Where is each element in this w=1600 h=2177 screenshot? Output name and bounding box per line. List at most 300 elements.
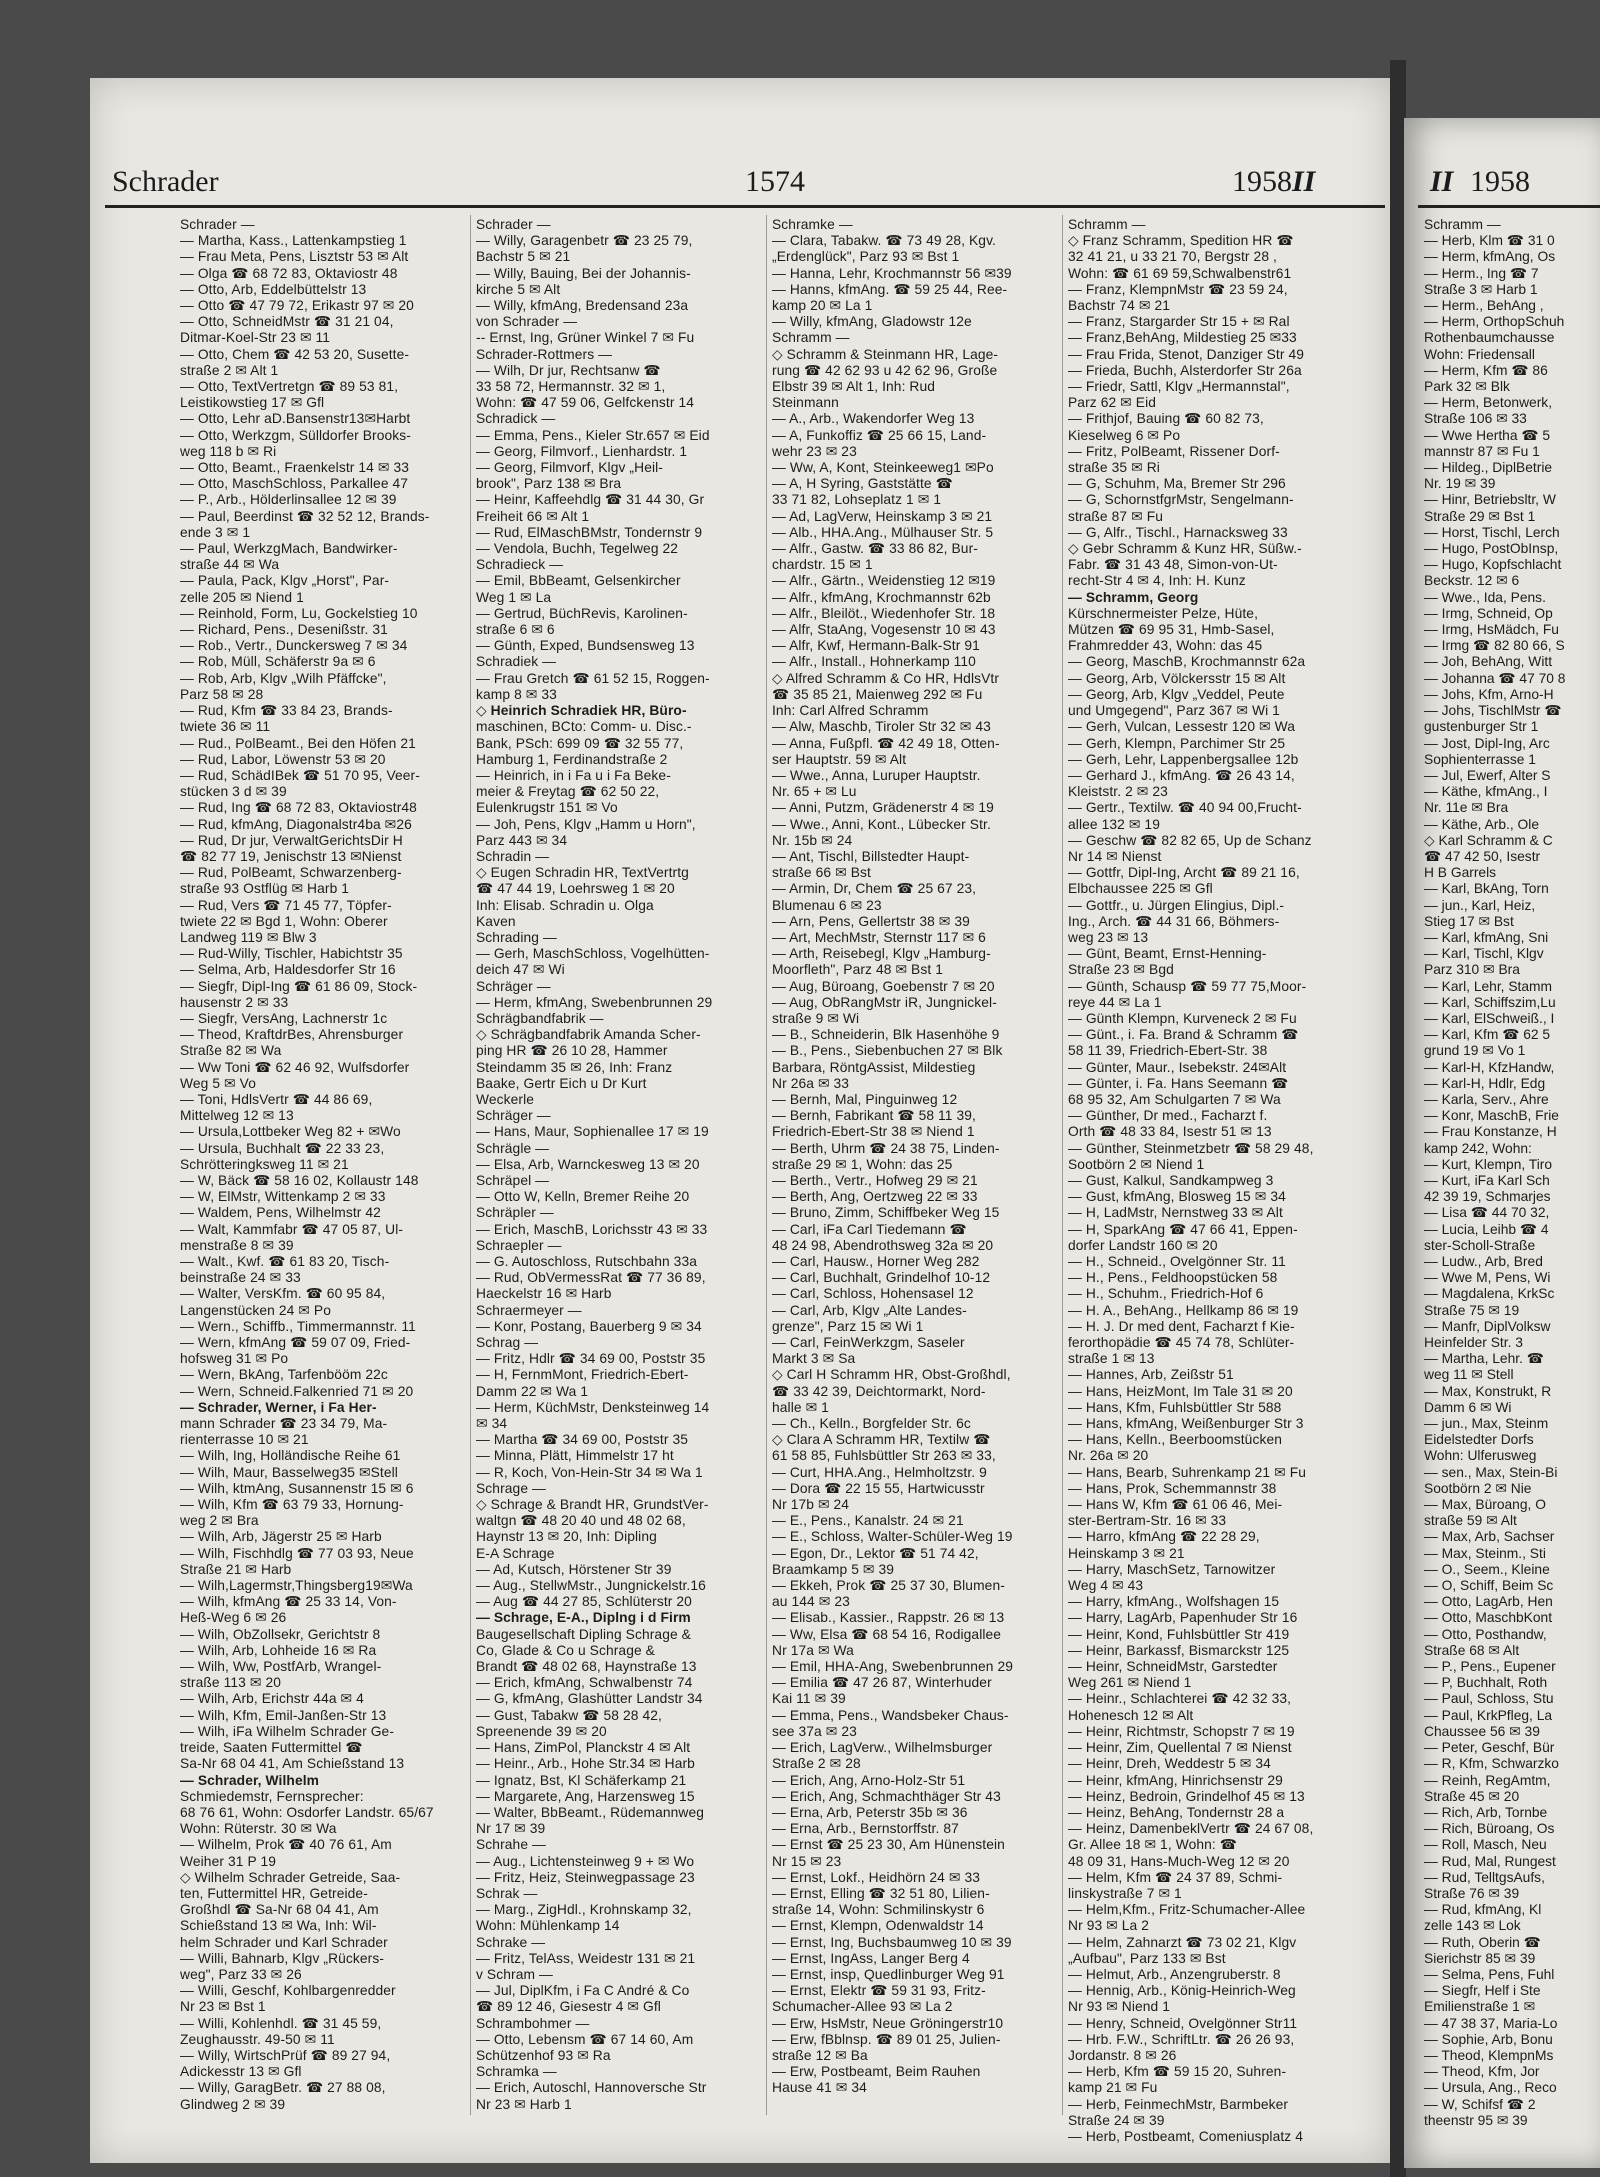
directory-entry-line: Elbstr 39 ✉ Alt 1, Inh: Rud: [772, 379, 936, 395]
directory-entry-line: chardstr. 15 ✉ 1: [772, 557, 873, 573]
directory-entry-line: — Carl, Buchhalt, Grindelhof 10-12: [772, 1270, 991, 1286]
directory-entry-line: ☎ 47 44 19, Loehrsweg 1 ✉ 20: [476, 881, 675, 897]
directory-entry-line: — Schrader, Wilhelm: [180, 1772, 320, 1788]
directory-entry-line: Braamkamp 5 ✉ 39: [772, 1561, 895, 1577]
directory-entry-line: — Otto, Lebensm ☎ 67 14 60, Am: [476, 2031, 694, 2047]
directory-entry-line: — Hans W, Kfm ☎ 61 06 46, Mei-: [1068, 1497, 1283, 1513]
facing-entry-line: Emilienstraße 1 ✉: [1424, 1999, 1536, 2015]
facing-entry-line: — Karl, Kfm ☎ 62 5: [1424, 1027, 1551, 1043]
directory-entry-line: Leistikowstieg 17 ✉ Gfl: [180, 395, 325, 411]
directory-entry-line: — Gerh, Lehr, Lappenbergsallee 12b: [1068, 751, 1299, 767]
directory-entry-line: — Gust, kfmAng, Blosweg 15 ✉ 34: [1068, 1189, 1286, 1205]
directory-entry-line: — Gertr., Textilw. ☎ 40 94 00,Frucht-: [1068, 800, 1302, 816]
directory-entry-line: Orth ☎ 48 33 84, Isestr 51 ✉ 13: [1068, 1124, 1272, 1140]
directory-entry-line: Straße 24 ✉ 39: [1068, 2112, 1165, 2128]
directory-entry-line: — Franz, KlempnMstr ☎ 23 59 24,: [1068, 281, 1288, 297]
directory-entry-line: reye 44 ✉ La 1: [1068, 994, 1162, 1010]
facing-header-year: 1958: [1470, 165, 1530, 198]
directory-entry-line: Steinmann: [772, 395, 839, 411]
directory-entry-line: — Heinr, Kond, Fuhlsbüttler Str 419: [1068, 1626, 1290, 1642]
directory-entry-line: — Alw, Maschb, Tiroler Str 32 ✉ 43: [772, 719, 991, 735]
directory-entry-line: — H, LadMstr, Nernstweg 33 ✉ Alt: [1068, 1205, 1283, 1221]
directory-entry-line: Haeckelstr 16 ✉ Harb: [476, 1286, 612, 1302]
facing-entry-line: — Siegfr, Helf i Ste: [1424, 1983, 1541, 1999]
page-number: 1574: [745, 165, 805, 198]
directory-entry-line: — Günth, Exped, Bundsensweg 13: [476, 638, 695, 654]
directory-entry-line: — Willy, GaragBetr. ☎ 27 88 08,: [180, 2080, 386, 2096]
facing-entry-line: Nr. 19 ✉ 39: [1424, 476, 1496, 492]
directory-entry-line: — Arn, Pens, Gellertstr 38 ✉ 39: [772, 913, 970, 929]
facing-entry-line: Stieg 17 ✉ Bst: [1424, 913, 1514, 929]
directory-entry-line: — Ad, LagVerw, Heinskamp 3 ✉ 21: [772, 508, 993, 524]
facing-entry-line: — jun., Karl, Heiz,: [1424, 897, 1536, 913]
directory-entry-line: — Henry, Schneid, Ovelgönner Str11: [1068, 2015, 1298, 2031]
directory-entry-line: — Hans, kfmAng, Weißenburger Str 3: [1068, 1416, 1304, 1432]
directory-entry-line: — R, Koch, Von-Hein-Str 34 ✉ Wa 1: [476, 1464, 703, 1480]
directory-entry-line: — Günth Klempn, Kurveneck 2 ✉ Fu: [1068, 1010, 1297, 1026]
directory-entry-line: — G, kfmAng, Glashütter Landstr 34: [476, 1691, 703, 1707]
directory-entry-line: Schrambohmer —: [476, 2015, 590, 2031]
directory-entry-line: ster-Bertram-Str. 16 ✉ 33: [1068, 1513, 1227, 1529]
directory-entry-line: ☎ 89 12 46, Giesestr 4 ✉ Gfl: [476, 1999, 661, 2015]
directory-entry-line: — G. Autoschloss, Rutschbahn 33a: [476, 1254, 698, 1269]
directory-entry-line: — Gertrud, BüchRevis, Karolinen-: [476, 605, 688, 621]
directory-entry-line: Nr. 15b ✉ 24: [772, 832, 853, 848]
directory-entry-line: Kieselweg 6 ✉ Po: [1068, 427, 1181, 443]
directory-entry-line: — H., Pens., Feldhoopstücken 58: [1068, 1270, 1278, 1286]
facing-entry-line: Rothenbaumchausse: [1424, 330, 1555, 346]
directory-entry-line: — Carl, FeinWerkzgm, Saseler: [772, 1335, 965, 1351]
directory-entry-line: — Gerh, MaschSchloss, Vogelhütten-: [476, 946, 710, 962]
directory-entry-line: — Günt, Beamt, Ernst-Henning-: [1068, 946, 1267, 962]
facing-entry-line: Parz 310 ✉ Bra: [1424, 962, 1520, 978]
directory-entry-line: Schrötteringksweg 11 ✉ 21: [180, 1156, 349, 1172]
directory-entry-line: Heinskamp 3 ✉ 21: [1068, 1545, 1185, 1561]
directory-entry-line: — Hrb. F.W., SchriftLtr. ☎ 26 26 93,: [1068, 2031, 1295, 2047]
directory-entry-line: Schräpler —: [476, 1205, 554, 1221]
facing-entry-line: kamp 242, Wohn:: [1424, 1140, 1532, 1156]
directory-entry-line: Schrägle —: [476, 1140, 550, 1156]
directory-entry-line: — Hans, Maur, Sophienallee 17 ✉ 19: [476, 1124, 709, 1140]
directory-entry-line: — Wilh, Kfm ☎ 63 79 33, Hornung-: [180, 1497, 404, 1513]
directory-entry-line: zelle 205 ✉ Niend 1: [180, 589, 304, 605]
directory-entry-line: — Rud, PolBeamt, Schwarzenberg-: [180, 865, 402, 881]
directory-entry-line: Schrägbandfabrik —: [476, 1010, 604, 1026]
directory-entry-line: treide, Saaten Futtermittel ☎: [180, 1740, 363, 1756]
directory-entry-line: — Rud, SchädIBek ☎ 51 70 95, Veer-: [180, 767, 420, 783]
directory-entry-line: — Frau Meta, Pens, Lisztstr 53 ✉ Alt: [180, 249, 409, 265]
directory-entry-line: — Aug., StellwMstr., Jungnickelstr.16: [476, 1578, 706, 1594]
facing-entry-line: — Karl-H, KfzHandw,: [1424, 1059, 1555, 1075]
facing-entry-line: grund 19 ✉ Vo 1: [1424, 1043, 1526, 1059]
facing-entry-line: Damm 6 ✉ Wi: [1424, 1399, 1512, 1415]
directory-entry-line: — Friedr, Sattl, Klgv „Hermannstal",: [1068, 379, 1290, 395]
directory-entry-line: — Hanna, Lehr, Krochmannstr 56 ✉39: [772, 265, 1012, 281]
directory-entry-line: 33 58 72, Hermannstr. 32 ✉ 1,: [476, 379, 666, 395]
directory-entry-line: — H., Schuhm., Friedrich-Hof 6: [1068, 1286, 1264, 1302]
facing-entry-line: — Herm, Kfm ☎ 86: [1424, 362, 1548, 378]
directory-entry-line: Kleiststr. 2 ✉ 23: [1068, 784, 1168, 800]
directory-entry-line: — Alfr., Gastw. ☎ 33 86 82, Bur-: [772, 541, 978, 557]
facing-entry-line: — Magdalena, KrkSc: [1424, 1286, 1555, 1302]
directory-entry-line: — A, H Syring, Gaststätte ☎: [772, 476, 953, 492]
directory-entry-line: — Wern, BkAng, Tarfenbööm 22c: [180, 1367, 388, 1383]
facing-entry-line: — Käthe, kfmAng., I: [1424, 784, 1548, 800]
directory-entry-line: — Rob, Arb, Klgv „Wilh Pfäffcke",: [180, 670, 387, 686]
directory-entry-line: Barbara, RöntgAssist, Mildestieg: [772, 1059, 976, 1075]
directory-entry-line: — Günter, i. Fa. Hans Seemann ☎: [1068, 1075, 1289, 1091]
directory-entry-line: — H. J. Dr med dent, Facharzt f Kie-: [1068, 1318, 1295, 1334]
directory-entry-line: — P., Arb., Hölderlinsallee 12 ✉ 39: [180, 492, 397, 508]
directory-entry-line: — Harry, kfmAng., Wolfshagen 15: [1068, 1594, 1280, 1610]
directory-entry-line: au 144 ✉ 23: [772, 1594, 850, 1610]
facing-entry-line: — Paul, Schloss, Stu: [1424, 1691, 1554, 1707]
directory-entry-line: — Margarete, Ang, Harzensweg 15: [476, 1788, 695, 1804]
directory-entry-line: „Erdenglück", Parz 93 ✉ Bst 1: [772, 249, 960, 265]
directory-entry-line: — Erich, LagVerw., Wilhelmsburger: [772, 1740, 993, 1756]
directory-entry-line: 48 09 31, Hans-Much-Weg 12 ✉ 20: [1068, 1853, 1290, 1869]
directory-entry-line: und Umgegend", Parz 367 ✉ Wi 1: [1068, 703, 1280, 719]
directory-entry-line: Ditmar-Koel-Str 23 ✉ 11: [180, 330, 331, 346]
directory-entry-line: — H. A., BehAng., Hellkamp 86 ✉ 19: [1068, 1302, 1299, 1318]
facing-entry-line: Chaussee 56 ✉ 39: [1424, 1723, 1540, 1739]
directory-entry-line: — Heinr, Barkassf, Bismarckstr 125: [1068, 1642, 1290, 1658]
directory-entry-line: ◇ Carl H Schramm HR, Obst-Großhdl,: [772, 1367, 1011, 1383]
directory-entry-line: — Willy, Bauing, Bei der Johannis-: [476, 265, 691, 281]
directory-entry-line: — Walt., Kwf. ☎ 61 83 20, Tisch-: [180, 1254, 390, 1269]
facing-entry-line: mannstr 87 ✉ Fu 1: [1424, 443, 1540, 459]
facing-entry-line: Nr. 11e ✉ Bra: [1424, 800, 1509, 816]
directory-entry-line: — Erna, Arb., Bernstorffstr. 87: [772, 1821, 959, 1837]
directory-entry-line: — W, ElMstr, Wittenkamp 2 ✉ 33: [180, 1189, 386, 1205]
directory-entry-line: 48 24 98, Abendrothsweg 32a ✉ 20: [772, 1237, 994, 1253]
directory-entry-line: — Heinr, kfmAng, Hinrichsenstr 29: [1068, 1772, 1283, 1788]
directory-entry-line: Nr 93 ✉ Niend 1: [1068, 1999, 1171, 2015]
facing-entry-line: — Herm., Ing ☎ 7: [1424, 265, 1539, 281]
directory-entry-line: allee 132 ✉ 19: [1068, 816, 1160, 832]
directory-entry-line: — Jul, DiplKfm, i Fa C André & Co: [476, 1983, 690, 1999]
directory-entry-line: — Wilh, Arb, Lohheide 16 ✉ Ra: [180, 1642, 377, 1658]
directory-entry-line: ◇ Schrägbandfabrik Amanda Scher-: [476, 1027, 701, 1043]
facing-entry-line: straße 59 ✉ Alt: [1424, 1513, 1517, 1529]
directory-entry-line: — Rud, Vers ☎ 71 45 77, Töpfer-: [180, 897, 392, 913]
facing-entry-line: 42 39 19, Schmarjes: [1424, 1189, 1551, 1205]
directory-entry-line: ◇ Heinrich Schradiek HR, Büro-: [476, 703, 687, 719]
directory-entry-line: — Dora ☎ 22 15 55, Hartwicusstr: [772, 1480, 985, 1496]
directory-entry-line: — Carl, Arb, Klgv „Alte Landes-: [772, 1302, 967, 1318]
directory-entry-line: — Richard, Pens., Desenißstr. 31: [180, 622, 388, 638]
directory-entry-line: — Otto, Beamt., Fraenkelstr 14 ✉ 33: [180, 460, 409, 476]
directory-entry-line: — Willi, Bahnarb, Klgv „Rückers-: [180, 1950, 385, 1966]
directory-entry-line: — Wilh, ObZollsekr, Gerichtstr 8: [180, 1626, 381, 1642]
directory-entry-line: — Erich, Autoschl, Hannoversche Str: [476, 2080, 707, 2096]
facing-entry-line: Sierichstr 85 ✉ 39: [1424, 1950, 1536, 1966]
directory-entry-line: Wohn: ☎ 47 59 06, Gelfckenstr 14: [476, 395, 695, 411]
directory-entry-line: — Ch., Kelln., Borgfelder Str. 6c: [772, 1416, 971, 1432]
facing-entry-line: — Hugo, Kopfschlacht: [1424, 557, 1562, 573]
directory-entry-line: — Aug, Büroang, Goebenstr 7 ✉ 20: [772, 978, 995, 994]
directory-entry-line: — Alfr., kfmAng, Krochmannstr 62b: [772, 589, 991, 605]
directory-entry-line: — Hennig, Arb., König-Heinrich-Weg: [1068, 1983, 1296, 1999]
directory-entry-line: Schrader —: [476, 217, 551, 232]
facing-entry-line: ◇ Karl Schramm & C: [1424, 832, 1553, 848]
directory-entry-line: Schumacher-Allee 93 ✉ La 2: [772, 1999, 953, 2015]
facing-entry-line: — Wwe Hertha ☎ 5: [1424, 427, 1551, 443]
directory-entry-line: — Paula, Pack, Klgv „Horst", Par-: [180, 573, 390, 589]
directory-entry-line: — Aug ☎ 44 27 85, Schlüterstr 20: [476, 1594, 692, 1610]
directory-entry-line: v Schram —: [476, 1966, 553, 1982]
directory-entry-line: Schraepler —: [476, 1237, 562, 1253]
facing-entry-line: — Jul, Ewerf, Alter S: [1424, 767, 1551, 783]
directory-entry-line: Frahmredder 43, Wohn: das 45: [1068, 638, 1263, 654]
facing-entry-line: — jun., Max, Steinm: [1424, 1416, 1549, 1432]
facing-entry-line: Straße 68 ✉ Alt: [1424, 1642, 1520, 1658]
facing-entry-line: — sen., Max, Stein-Bi: [1424, 1464, 1558, 1480]
directory-entry-line: — Wwe., Anni, Kont., Lübecker Str.: [772, 816, 991, 832]
directory-entry-line: — Rud, ElMaschBMstr, Tondernstr 9: [476, 524, 703, 540]
directory-entry-line: ferorthopädie ☎ 45 74 78, Schlüter-: [1068, 1335, 1295, 1351]
directory-entry-line: linskystraße 7 ✉ 1: [1068, 1885, 1182, 1901]
facing-entry-line: — Reinh, RegAmtm,: [1424, 1772, 1551, 1788]
directory-entry-line: Straße 2 ✉ 28: [772, 1756, 861, 1772]
directory-entry-line: — Berth, Ang, Oertzweg 22 ✉ 33: [772, 1189, 978, 1205]
directory-entry-line: — Wilhelm, Prok ☎ 40 76 61, Am: [180, 1837, 392, 1853]
facing-entry-line: — Otto, Posthandw,: [1424, 1626, 1547, 1642]
directory-entry-line: — Ww Toni ☎ 62 46 92, Wulfsdorfer: [180, 1059, 410, 1075]
directory-entry-line: — Otto, Werkzgm, Sülldorfer Brooks-: [180, 427, 411, 443]
directory-entry-line: — Frau Gretch ☎ 61 52 15, Roggen-: [476, 670, 710, 686]
facing-entry-line: H B Garrels: [1424, 865, 1497, 881]
directory-entry-line: — B., Pens., Siebenbuchen 27 ✉ Blk: [772, 1043, 1003, 1059]
directory-entry-line: ◇ Eugen Schradin HR, TextVertrtg: [476, 865, 689, 881]
directory-entry-line: Schützenhof 93 ✉ Ra: [476, 2047, 611, 2063]
directory-entry-line: Weiher 31 P 19: [180, 1853, 276, 1869]
directory-entry-line: 32 41 21, u 33 21 70, Bergstr 28 ,: [1068, 249, 1277, 265]
directory-entry-line: beinstraße 24 ✉ 33: [180, 1270, 301, 1286]
directory-entry-line: — Heinr, Dreh, Weddestr 5 ✉ 34: [1068, 1756, 1271, 1772]
directory-entry-line: ◇ Clara A Schramm HR, Textilw ☎: [772, 1432, 991, 1448]
directory-entry-line: brook", Parz 138 ✉ Bra: [476, 476, 622, 492]
directory-entry-line: — Wilh, kfmAng ☎ 25 33 14, Von-: [180, 1594, 397, 1610]
directory-entry-line: — Art, MechMstr, Sternstr 117 ✉ 6: [772, 929, 986, 945]
directory-entry-line: Schrahe —: [476, 1837, 546, 1853]
facing-entry-line: — Karla, Serv., Ahre: [1424, 1091, 1549, 1107]
directory-entry-line: — Carl, Schloss, Hohensasel 12: [772, 1286, 974, 1302]
facing-entry-line: gustenburger Str 1: [1424, 719, 1539, 735]
directory-entry-line: — Ernst, insp, Quedlinburger Weg 91: [772, 1966, 1005, 1982]
directory-entry-line: „Aufbau", Parz 133 ✉ Bst: [1068, 1950, 1226, 1966]
directory-entry-line: — Ursula, Buchhalt ☎ 22 33 23,: [180, 1140, 385, 1156]
directory-entry-line: Markt 3 ✉ Sa: [772, 1351, 856, 1367]
directory-entry-line: Nr 17a ✉ Wa: [772, 1642, 854, 1658]
facing-entry-line: — Theod, KlempnMs: [1424, 2047, 1554, 2063]
facing-entry-line: — Rud, TelltgsAufs,: [1424, 1869, 1545, 1885]
page-header-surname: Schrader: [112, 165, 219, 198]
directory-entry-line: — Wilh, Kfm, Emil-Janßen-Str 13: [180, 1707, 387, 1723]
directory-entry-line: — Frau Frida, Stenot, Danziger Str 49: [1068, 346, 1305, 362]
facing-entry-line: — Herm., BehAng ,: [1424, 298, 1544, 314]
directory-entry-line: — Theod, KraftdrBes, Ahrensburger: [180, 1027, 404, 1043]
directory-entry-line: — Ernst, Lokf., Heidhörn 24 ✉ 33: [772, 1869, 981, 1885]
directory-entry-line: — Walter, VersKfm. ☎ 60 95 84,: [180, 1286, 386, 1302]
directory-entry-line: — Günt., i. Fa. Brand & Schramm ☎: [1068, 1027, 1299, 1043]
directory-entry-line: rienterrasse 10 ✉ 21: [180, 1432, 309, 1448]
directory-entry-line: Mützen ☎ 69 95 31, Hmb-Sasel,: [1068, 622, 1275, 638]
directory-entry-line: waltgn ☎ 48 20 40 und 48 02 68,: [476, 1513, 686, 1529]
directory-entry-line: ◇ Gebr Schramm & Kunz HR, Süßw.-: [1068, 541, 1302, 557]
page-header-year: 1958: [1232, 165, 1292, 198]
directory-entry-line: Fabr. ☎ 31 43 48, Simon-von-Ut-: [1068, 557, 1278, 573]
directory-entry-line: — G, Schuhm, Ma, Bremer Str 296: [1068, 476, 1286, 492]
directory-entry-line: Inh: Elisab. Schradin u. Olga: [476, 897, 654, 913]
directory-entry-line: Baake, Gertr Eich u Dr Kurt: [476, 1075, 647, 1091]
directory-entry-line: menstraße 8 ✉ 39: [180, 1237, 294, 1253]
directory-entry-line: — Vendola, Buchh, Tegelweg 22: [476, 541, 679, 557]
facing-header-part: II: [1430, 165, 1454, 198]
facing-entry-line: — Max, Konstrukt, R: [1424, 1383, 1552, 1399]
directory-entry-line: — Hannes, Arb, Zeißstr 51: [1068, 1367, 1234, 1383]
directory-entry-line: — Ww, A, Kont, Steinkeeweg1 ✉Po: [772, 460, 994, 476]
directory-entry-line: — H., Schneid., Ovelgönner Str. 11: [1068, 1254, 1286, 1269]
directory-entry-line: halle ✉ 1: [772, 1399, 829, 1415]
directory-entry-line: Baugesellschaft Dipling Schrage &: [476, 1626, 691, 1642]
directory-entry-line: Bachstr 5 ✉ 21: [476, 249, 571, 265]
directory-entry-line: — Herb, Postbeamt, Comeniusplatz 4: [1068, 2128, 1303, 2144]
directory-entry-line: Sa-Nr 68 04 41, Am Schießstand 13: [180, 1756, 405, 1772]
directory-entry-line: — Siegfr, Dipl-Ing ☎ 61 86 09, Stock-: [180, 978, 418, 994]
directory-entry-line: -- Ernst, Ing, Grüner Winkel 7 ✉ Fu: [476, 330, 695, 346]
directory-entry-line: — Emil, BbBeamt, Gelsenkircher: [476, 573, 681, 589]
directory-entry-line: see 37a ✉ 23: [772, 1723, 857, 1739]
facing-entry-line: — Frau Konstanze, H: [1424, 1124, 1557, 1140]
directory-entry-line: — Konr, Postang, Bauerberg 9 ✉ 34: [476, 1318, 702, 1334]
directory-entry-line: — A, Funkoffiz ☎ 25 66 15, Land-: [772, 427, 987, 443]
directory-entry-line: — Fritz, Heiz, Steinwegpassage 23: [476, 1869, 695, 1885]
directory-entry-line: — Egon, Dr., Lektor ☎ 51 74 42,: [772, 1545, 979, 1561]
column-divider: [470, 215, 471, 2115]
directory-column-3: [772, 217, 1057, 2097]
directory-column-4: [1068, 217, 1353, 2145]
directory-entry-line: ☎ 35 85 21, Maienweg 292 ✉ Fu: [772, 686, 983, 702]
facing-entry-line: Park 32 ✉ Blk: [1424, 379, 1510, 395]
directory-entry-line: — Siegfr, VersAng, Lachnerstr 1c: [180, 1010, 388, 1026]
directory-entry-line: — Rob., Vertr., Dunckersweg 7 ✉ 34: [180, 638, 408, 654]
directory-entry-line: — Helm, Zahnarzt ☎ 73 02 21, Klgv: [1068, 1934, 1297, 1950]
directory-entry-line: — Alfr., Install., Hohnerkamp 110: [772, 654, 976, 670]
directory-entry-line: hofsweg 31 ✉ Po: [180, 1351, 289, 1367]
directory-entry-line: meier & Freytag ☎ 62 50 22,: [476, 784, 660, 800]
facing-entry-line: Wohn: Friedensall: [1424, 346, 1535, 362]
facing-entry-line: — Irmg, Schneid, Op: [1424, 605, 1553, 621]
directory-entry-line: — Rud, ObVermessRat ☎ 77 36 89,: [476, 1270, 706, 1286]
directory-entry-line: kamp 21 ✉ Fu: [1068, 2080, 1158, 2096]
directory-entry-line: E-A Schrage: [476, 1545, 555, 1561]
directory-entry-line: — Heinr, SchneidMstr, Garstedter: [1068, 1659, 1278, 1675]
directory-entry-line: Ing., Arch. ☎ 44 31 66, Böhmers-: [1068, 913, 1280, 929]
directory-entry-line: helm Schrader und Karl Schrader: [180, 1934, 388, 1950]
directory-entry-line: — Günter, Maur., Isebekstr. 24✉Alt: [1068, 1059, 1287, 1075]
directory-entry-line: ende 3 ✉ 1: [180, 524, 251, 540]
directory-entry-line: — Ernst, IngAss, Langer Berg 4: [772, 1950, 970, 1966]
directory-entry-line: — Heinr., Schlachterei ☎ 42 32 33,: [1068, 1691, 1292, 1707]
directory-entry-line: Schrader —: [180, 217, 255, 232]
directory-entry-line: — Harro, kfmAng ☎ 22 28 29,: [1068, 1529, 1260, 1545]
directory-entry-line: — Ad, Kutsch, Hörstener Str 39: [476, 1561, 672, 1577]
directory-entry-line: Wohn: ☎ 61 69 59,Schwalbenstr61: [1068, 265, 1292, 281]
directory-entry-line: — Erna, Arb, Peterstr 35b ✉ 36: [772, 1804, 968, 1820]
directory-entry-line: Mittelweg 12 ✉ 13: [180, 1108, 294, 1124]
directory-entry-line: — E., Schloss, Walter-Schüler-Weg 19: [772, 1529, 1013, 1545]
directory-entry-line: — E., Pens., Kanalstr. 24 ✉ 21: [772, 1513, 964, 1529]
directory-entry-line: — Heinz, BehAng, Tondernstr 28 a: [1068, 1804, 1285, 1820]
directory-entry-line: — Alfr., Bleilöt., Wiedenhofer Str. 18: [772, 605, 996, 621]
facing-entry-line: Straße 45 ✉ 20: [1424, 1788, 1520, 1804]
facing-entry-line: — Irmg, HsMädch, Fu: [1424, 622, 1559, 638]
directory-entry-line: Adickesstr 13 ✉ Gfl: [180, 2064, 302, 2080]
directory-entry-line: Hamburg 1, Ferdinandstraße 2: [476, 751, 668, 767]
facing-entry-line: Schramm —: [1424, 217, 1501, 232]
directory-entry-line: Schräpel —: [476, 1172, 550, 1188]
directory-entry-line: Inh: Carl Alfred Schramm: [772, 703, 929, 719]
directory-entry-line: — Otto, Arb, Eddelbüttelstr 13: [180, 281, 367, 297]
facing-entry-line: — Hildeg., DiplBetrie: [1424, 460, 1553, 476]
facing-entry-line: — Karl, Schiffszim,Lu: [1424, 994, 1556, 1010]
facing-entry-line: — Selma, Pens, Fuhl: [1424, 1966, 1555, 1982]
directory-entry-line: Nr 15 ✉ 23: [772, 1853, 842, 1869]
facing-entry-line: — P, Buchhalt, Roth: [1424, 1675, 1548, 1691]
directory-entry-line: — W, Bäck ☎ 58 16 02, Kollaustr 148: [180, 1172, 419, 1188]
directory-entry-line: Nr. 26a ✉ 20: [1068, 1448, 1149, 1464]
facing-entry-line: — Ursula, Ang., Reco: [1424, 2080, 1557, 2096]
directory-entry-line: Parz 58 ✉ 28: [180, 686, 264, 702]
directory-entry-line: — Gerh, Vulcan, Lessestr 120 ✉ Wa: [1068, 719, 1296, 735]
facing-entry-line: — Karl, Tischl, Klgv: [1424, 946, 1544, 962]
directory-entry-line: — Gerhard J., kfmAng. ☎ 26 43 14,: [1068, 767, 1295, 783]
directory-entry-line: — Günther, Steinmetzbetr ☎ 58 29 48,: [1068, 1140, 1314, 1156]
directory-entry-line: — Wern, kfmAng ☎ 59 07 09, Fried-: [180, 1335, 411, 1351]
directory-entry-line: twiete 22 ✉ Bgd 1, Wohn: Oberer: [180, 913, 388, 929]
facing-entry-line: Straße 76 ✉ 39: [1424, 1885, 1520, 1901]
directory-entry-line: — Rud, Ing ☎ 68 72 83, Oktaviostr48: [180, 800, 417, 816]
directory-entry-line: straße 93 Ostflüg ✉ Harb 1: [180, 881, 350, 897]
directory-entry-line: straße 44 ✉ Wa: [180, 557, 280, 573]
directory-entry-line: — Emma, Pens., Kieler Str.657 ✉ Eid: [476, 427, 710, 443]
directory-entry-line: — Emil, HHA-Ang, Swebenbrunnen 29: [772, 1659, 1014, 1675]
facing-entry-line: — Joh, BehAng, Witt: [1424, 654, 1553, 670]
directory-entry-line: ◇ Alfred Schramm & Co HR, HdlsVtr: [772, 670, 1000, 686]
directory-entry-line: — Willi, Geschf, Kohlbargenredder: [180, 1983, 396, 1999]
facing-entry-line: Straße 29 ✉ Bst 1: [1424, 508, 1536, 524]
directory-entry-line: — Bernh, Fabrikant ☎ 58 11 39,: [772, 1108, 976, 1124]
directory-entry-line: — Ekkeh, Prok ☎ 25 37 30, Blumen-: [772, 1578, 1005, 1594]
directory-entry-line: — Otto ☎ 47 79 72, Erikastr 97 ✉ 20: [180, 298, 414, 314]
directory-entry-line: — Rud, Dr jur, VerwaltGerichtsDir H: [180, 832, 403, 848]
directory-entry-line: — Heinr, Kaffeehdlg ☎ 31 44 30, Gr: [476, 492, 705, 508]
facing-entry-line: — P., Pens., Eupener: [1424, 1659, 1556, 1675]
directory-entry-line: Heß-Weg 6 ✉ 26: [180, 1610, 287, 1626]
directory-entry-line: Sootbörn 2 ✉ Niend 1: [1068, 1156, 1205, 1172]
facing-entry-line: — Sophie, Arb, Bonu: [1424, 2031, 1553, 2047]
facing-entry-line: — W, Schifsf ☎ 2: [1424, 2096, 1536, 2112]
directory-entry-line: — Bernh, Mal, Pinguinweg 12: [772, 1091, 958, 1107]
directory-entry-line: Schräger —: [476, 978, 551, 994]
directory-column-2: [476, 217, 761, 2113]
directory-entry-line: — Ernst, Klempn, Odenwaldstr 14: [772, 1918, 984, 1934]
directory-entry-line: — Waldem, Pens, Wilhelmstr 42: [180, 1205, 381, 1221]
facing-entry-line: — Karl-H, Hdlr, Edg: [1424, 1075, 1546, 1091]
facing-entry-line: — Horst, Tischl, Lerch: [1424, 524, 1560, 540]
directory-entry-line: dorfer Landstr 160 ✉ 20: [1068, 1237, 1218, 1253]
